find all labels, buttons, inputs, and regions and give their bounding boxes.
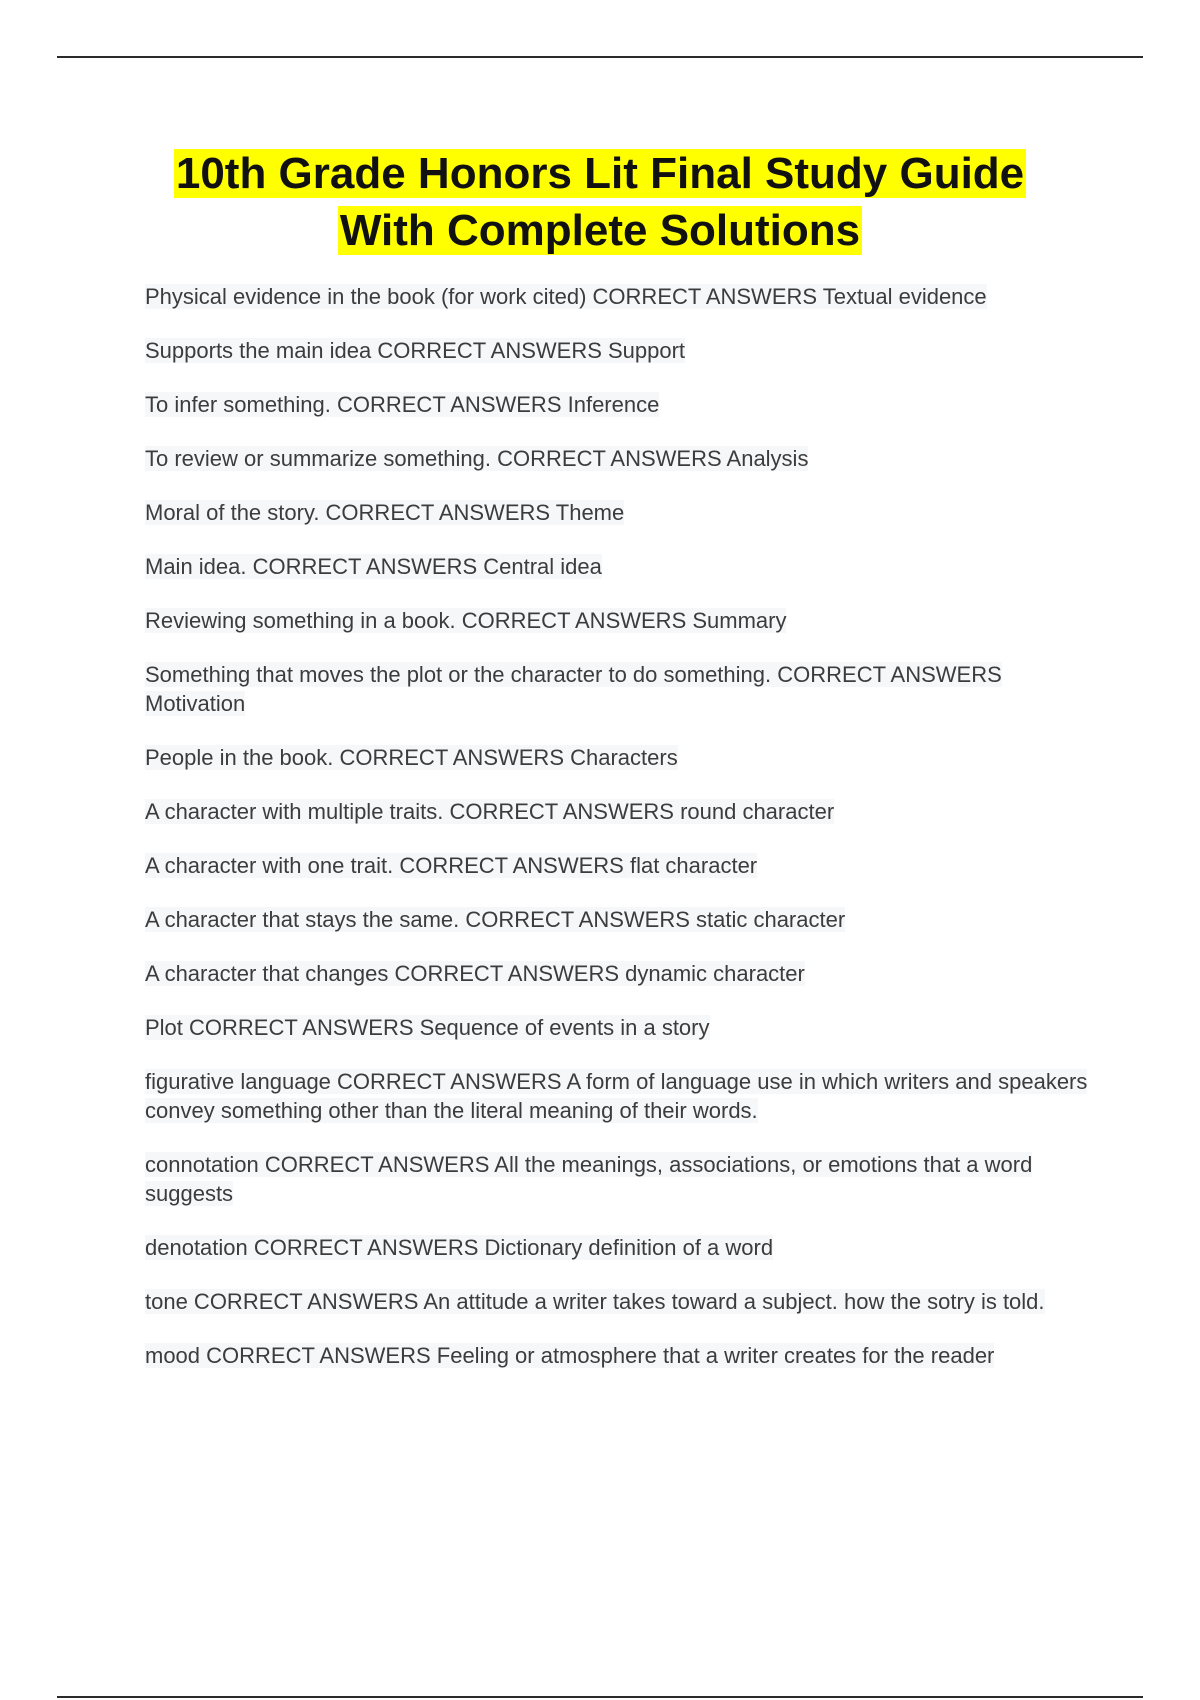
- list-item: Plot CORRECT ANSWERS Sequence of events in a story: [145, 1015, 710, 1040]
- list-item: People in the book. CORRECT ANSWERS Characters: [145, 745, 678, 770]
- list-item: Physical evidence in the book (for work cited) CORRECT ANSWERS Textual evidence: [145, 284, 987, 309]
- title-line-2: With Complete Solutions: [339, 206, 861, 255]
- list-item: Supports the main idea CORRECT ANSWERS Support: [145, 338, 686, 363]
- list-item: Moral of the story. CORRECT ANSWERS Theme: [145, 500, 625, 525]
- list-item: To infer something. CORRECT ANSWERS Inference: [145, 392, 660, 417]
- list-item: A character with multiple traits. CORRECT ANSWERS round character: [145, 799, 835, 824]
- list-item: tone CORRECT ANSWERS An attitude a writer takes toward a subject. how the sotry is told.: [145, 1289, 1045, 1314]
- list-item: Main idea. CORRECT ANSWERS Central idea: [145, 554, 602, 579]
- list-item: figurative language CORRECT ANSWERS A form of language use in which writers and speakers convey something other than the literal meaning of their words.: [145, 1069, 1088, 1123]
- page-title: [0, 145, 1200, 259]
- list-item: Something that moves the plot or the character to do something. CORRECT ANSWERS Motivation: [145, 662, 1002, 716]
- list-item: denotation CORRECT ANSWERS Dictionary definition of a word: [145, 1235, 774, 1260]
- list-item: A character that changes CORRECT ANSWERS dynamic character: [145, 961, 805, 986]
- list-item: mood CORRECT ANSWERS Feeling or atmosphere that a writer creates for the reader: [145, 1343, 995, 1368]
- study-guide-list: [145, 282, 1090, 1395]
- list-item: To review or summarize something. CORRECT ANSWERS Analysis: [145, 446, 809, 471]
- top-rule: [57, 56, 1143, 58]
- list-item: A character that stays the same. CORRECT ANSWERS static character: [145, 907, 846, 932]
- list-item: connotation CORRECT ANSWERS All the meanings, associations, or emotions that a word suggests: [145, 1152, 1033, 1206]
- list-item: Reviewing something in a book. CORRECT ANSWERS Summary: [145, 608, 787, 633]
- title-line-1: 10th Grade Honors Lit Final Study Guide: [175, 149, 1025, 198]
- bottom-rule: [57, 1696, 1143, 1698]
- list-item: A character with one trait. CORRECT ANSWERS flat character: [145, 853, 758, 878]
